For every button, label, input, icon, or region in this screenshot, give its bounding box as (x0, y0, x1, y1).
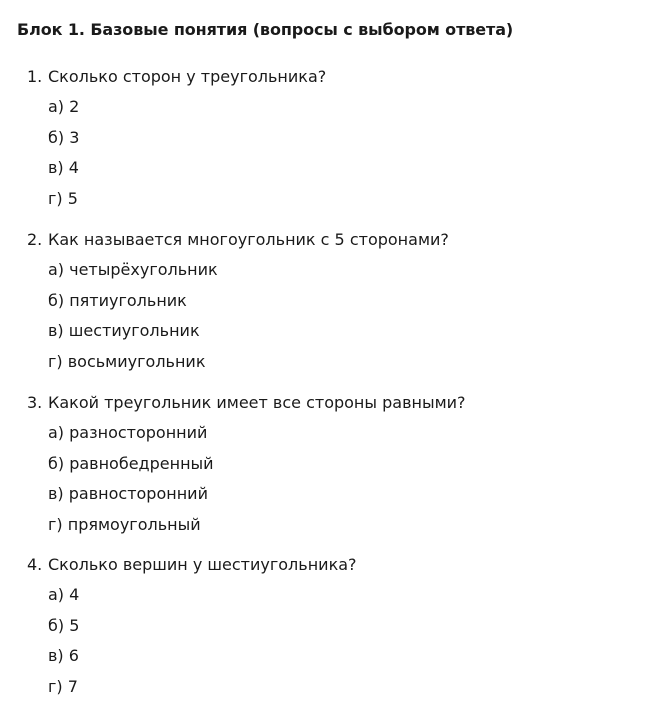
question-2-options (48, 258, 647, 374)
question-1-option-b: б) 3 (48, 127, 80, 147)
question-4-option-a: а) 4 (48, 585, 80, 604)
question-2-number: 2. (27, 230, 43, 249)
question-4-options (48, 583, 647, 699)
question-1-option-d: г) 5 (48, 188, 78, 208)
question-4-option-c: в) 6 (48, 646, 79, 665)
question-1-options (48, 95, 647, 211)
question-4 (27, 553, 647, 705)
question-2-option-c: в) шестиугольник (48, 321, 200, 340)
question-3-line (27, 391, 647, 415)
question-2-option-b: б) пятиугольник (48, 290, 187, 310)
question-4-number: 4. (27, 555, 43, 574)
question-4-text: Сколько вершин у шестиугольника? (48, 555, 357, 574)
question-3-option-c: в) равносторонний (48, 484, 208, 503)
question-4-line (27, 553, 647, 577)
question-1-line (27, 65, 647, 89)
question-2-option-a: а) четырёхугольник (48, 260, 218, 279)
question-3-options (48, 421, 647, 537)
block-title: Блок 1. Базовые понятия (вопросы с выбором ответа) (17, 20, 514, 39)
question-3-number: 3. (27, 393, 43, 412)
question-1-number: 1. (27, 67, 43, 86)
question-1-option-c: в) 4 (48, 158, 79, 177)
question-3-option-d: г) прямоугольный (48, 514, 201, 534)
question-1-text: Сколько сторон у треугольника? (48, 67, 327, 86)
question-3-option-b: б) равнобедренный (48, 453, 214, 473)
question-2-line (27, 228, 647, 252)
question-1 (27, 65, 647, 217)
question-3 (27, 391, 647, 543)
question-3-text: Какой треугольник имеет все стороны равными? (48, 393, 466, 412)
question-2-text: Как называется многоугольник с 5 сторонами? (48, 230, 449, 249)
question-4-option-d: г) 7 (48, 676, 78, 696)
question-2 (27, 228, 647, 380)
question-3-option-a: а) разносторонний (48, 423, 208, 442)
question-1-option-a: а) 2 (48, 97, 80, 116)
question-2-option-d: г) восьмиугольник (48, 351, 206, 371)
question-4-option-b: б) 5 (48, 615, 80, 635)
